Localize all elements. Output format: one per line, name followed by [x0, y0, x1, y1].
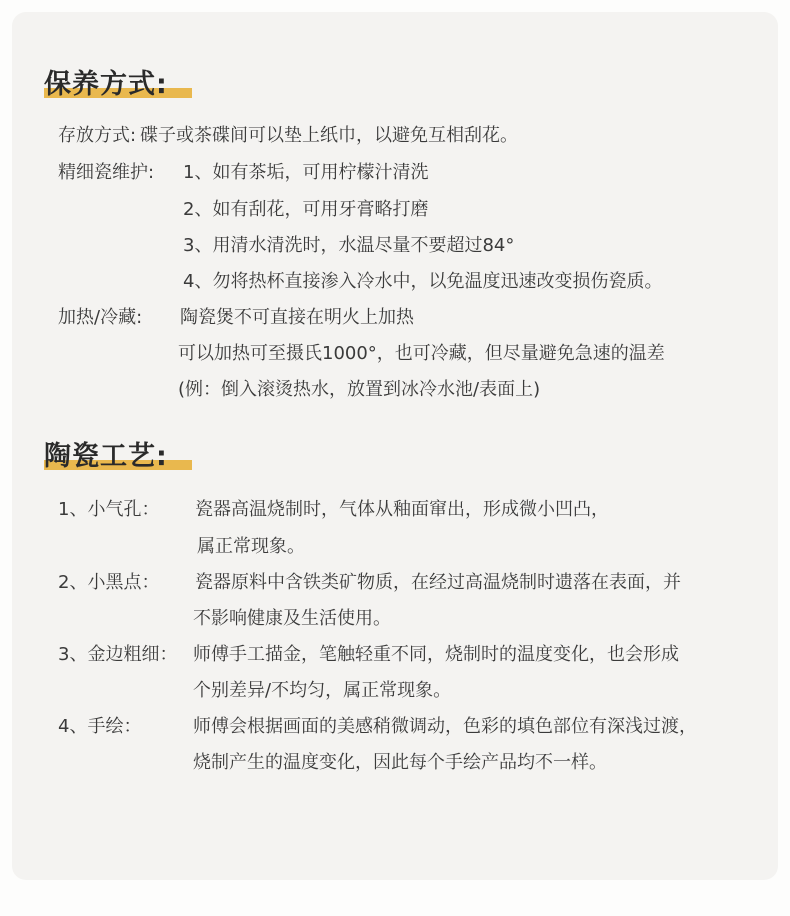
craft-item-3-label: 3、金边粗细：: [58, 644, 178, 665]
care-heading: [44, 62, 168, 101]
care-title: 保养方式:: [44, 69, 168, 100]
heat-line-1: 陶瓷煲不可直接在明火上加热: [180, 307, 414, 328]
fine-item-1: 1、如有茶垢，可用柠檬汁清洗: [183, 162, 429, 183]
craft-item-1-line-1: 瓷器高温烧制时，气体从釉面窜出，形成微小凹凸，: [195, 499, 609, 520]
storage-text: 碟子或茶碟间可以垫上纸巾，以避免互相刮花。: [140, 125, 518, 146]
heat-label: 加热/冷藏:: [58, 307, 143, 328]
craft-item-2-label: 2、小黑点：: [58, 572, 160, 593]
craft-item-4-label: 4、手绘：: [58, 716, 142, 737]
craft-item-1-label: 1、小气孔：: [58, 499, 160, 520]
heat-line-2: 可以加热可至摄氏1000°，也可冷藏，但尽量避免急速的温差: [178, 343, 665, 364]
craft-heading: [44, 434, 168, 473]
craft-item-3-line-2: 个别差异/不均匀，属正常现象。: [193, 680, 452, 701]
fine-item-2: 2、如有刮花，可用牙膏略打磨: [183, 199, 429, 220]
heat-line-3: (例：倒入滚烫热水，放置到冰冷水池/表面上): [178, 379, 541, 400]
craft-item-4-line-2: 烧制产生的温度变化，因此每个手绘产品均不一样。: [193, 752, 607, 773]
craft-item-2-line-2: 不影响健康及生活使用。: [193, 608, 391, 629]
craft-item-2-line-1: 瓷器原料中含铁类矿物质，在经过高温烧制时遗落在表面，并: [195, 572, 681, 593]
craft-item-1-line-2: 属正常现象。: [197, 536, 305, 557]
craft-item-3-line-1: 师傅手工描金，笔触轻重不同，烧制时的温度变化，也会形成: [193, 644, 679, 665]
storage-label: 存放方式:: [58, 125, 137, 146]
craft-item-4-line-1: 师傅会根据画面的美感稍微调动，色彩的填色部位有深浅过渡，: [193, 716, 697, 737]
craft-title: 陶瓷工艺:: [44, 441, 168, 472]
fine-item-4: 4、勿将热杯直接渗入冷水中，以免温度迅速改变损伤瓷质。: [183, 271, 663, 292]
fine-porcelain-label: 精细瓷维护:: [58, 162, 155, 183]
fine-item-3: 3、用清水清洗时，水温尽量不要超过84°: [183, 235, 515, 256]
